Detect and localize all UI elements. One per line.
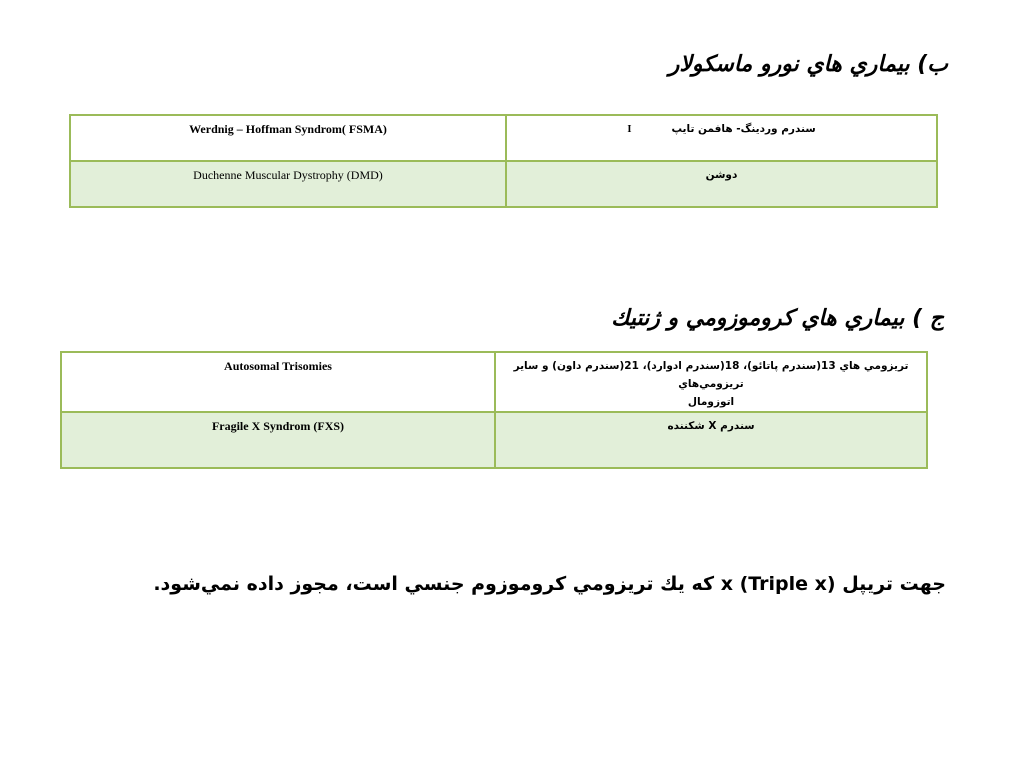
type-label: I: [627, 124, 632, 135]
persian-name-cell: [495, 352, 927, 412]
section-b-heading: ب) بيماري هاي نورو ماسكولار: [668, 52, 948, 77]
persian-name-cell: دوشن: [506, 161, 937, 207]
table-row: [70, 115, 937, 161]
triple-x-note: جهت تريپل x (Triple x) كه يك تريزومي كروموزوم جنسي است، مجوز داده نمي‌شود.: [153, 573, 946, 595]
english-name-cell: Werdnig – Hoffman Syndrom( FSMA): [70, 115, 506, 161]
persian-name: سندرم وردينگ- هافمن تايپ: [671, 123, 816, 135]
table-row: [61, 412, 927, 468]
chromosomal-diseases-table: [60, 351, 928, 469]
persian-name-cell: [506, 115, 937, 161]
section-c-heading: ج ) بيماري هاي كروموزومي و ژنتيك: [611, 306, 944, 331]
table-row: [70, 161, 937, 207]
english-name-cell: Fragile X Syndrom (FXS): [61, 412, 495, 468]
persian-name-cell: سندرم X شكننده: [495, 412, 927, 468]
english-name-cell: Duchenne Muscular Dystrophy (DMD): [70, 161, 506, 207]
neuromuscular-diseases-table: [69, 114, 938, 208]
persian-name-line-2: اتوزومال: [687, 396, 735, 408]
persian-name-line-1: تريزومي هاي 13(سندرم پاتائو)، 18(سندرم ادوارد)، 21(سندرم داون) و ساير تريزومي‌هاي: [513, 360, 909, 390]
table-row: [61, 352, 927, 412]
english-name-cell: Autosomal Trisomies: [61, 352, 495, 412]
